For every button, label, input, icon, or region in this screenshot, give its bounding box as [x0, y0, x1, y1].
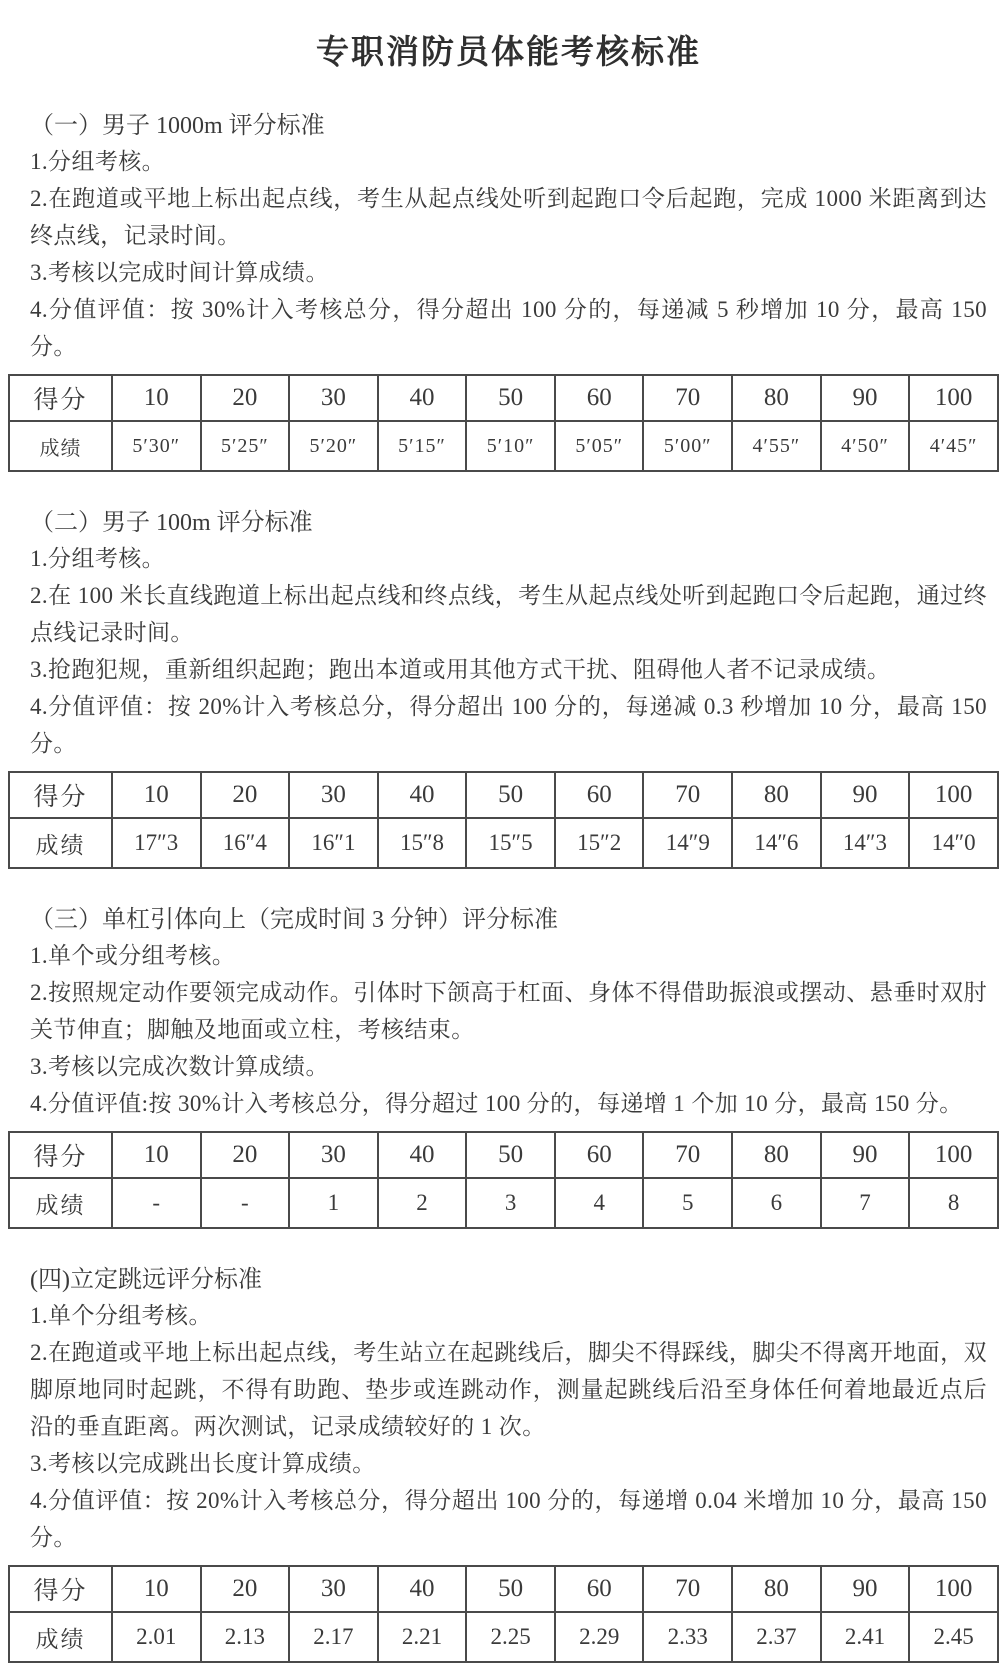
score-cell: 80: [732, 772, 821, 818]
result-cell: 2.21: [378, 1612, 467, 1662]
score-cell: 60: [555, 1566, 644, 1612]
score-table-pullups: [8, 1131, 999, 1229]
result-cell: 2.29: [555, 1612, 644, 1662]
rule-item: 4.分值评值:按 30%计入考核总分，得分超过 100 分的，每递增 1 个加 10 分，最高 150 分。: [30, 1091, 963, 1116]
score-cell: 50: [466, 1566, 555, 1612]
score-table-1000m: [8, 374, 999, 472]
result-cell: 4′50″: [821, 421, 910, 471]
table-row-results: [9, 421, 998, 471]
score-cell: 20: [201, 1566, 290, 1612]
score-cell: 10: [112, 1132, 201, 1178]
table-row-scores: [9, 1566, 998, 1612]
score-cell: 80: [732, 1132, 821, 1178]
rule-item: 1.单个分组考核。: [30, 1303, 212, 1328]
score-cell: 20: [201, 1132, 290, 1178]
result-cell: 5′05″: [555, 421, 644, 471]
rule-item: 2.在跑道或平地上标出起点线，考生站立在起跳线后，脚尖不得踩线，脚尖不得离开地面，双脚原地同时起跳，不得有助跑、垫步或连跳动作，测量起跳线后沿至身体任何着地最近点后沿的垂直距离。两次测试，记录成绩较好的 1 次。: [30, 1340, 987, 1439]
result-cell: 2.17: [289, 1612, 378, 1662]
table-row-scores: [9, 1132, 998, 1178]
score-cell: 10: [112, 375, 201, 421]
result-cell: 2.01: [112, 1612, 201, 1662]
document-title: 专职消防员体能考核标准: [316, 35, 701, 71]
score-cell: 90: [821, 375, 910, 421]
score-cell: 60: [555, 375, 644, 421]
rule-item: 2.在跑道或平地上标出起点线，考生从起点线处听到起跑口令后起跑，完成 1000 米距离到达终点线，记录时间。: [30, 186, 987, 248]
rule-item: 3.考核以完成时间计算成绩。: [30, 260, 329, 285]
rule-item: 1.单个或分组考核。: [30, 943, 236, 968]
rule-item: 1.分组考核。: [30, 546, 166, 571]
result-cell: 4: [555, 1178, 644, 1228]
result-cell: 5′10″: [466, 421, 555, 471]
score-cell: 40: [378, 1566, 467, 1612]
score-cell: 50: [466, 1132, 555, 1178]
result-cell: 15″8: [378, 818, 467, 868]
result-cell: 7: [821, 1178, 910, 1228]
result-cell: 2.45: [909, 1612, 998, 1662]
row-label: 得分: [9, 1566, 112, 1612]
result-cell: 2.37: [732, 1612, 821, 1662]
result-cell: -: [112, 1178, 201, 1228]
section-mens-100m: [30, 472, 987, 869]
score-cell: 60: [555, 1132, 644, 1178]
section-standing-long-jump: [30, 1229, 987, 1663]
table-row-results: [9, 1178, 998, 1228]
result-cell: 16″1: [289, 818, 378, 868]
result-cell: 4′55″: [732, 421, 821, 471]
result-cell: 14″0: [909, 818, 998, 868]
rule-item: 2.按照规定动作要领完成动作。引体时下颌高于杠面、身体不得借助振浪或摆动、悬垂时双肘关节伸直；脚触及地面或立柱，考核结束。: [30, 980, 987, 1042]
score-cell: 70: [643, 1566, 732, 1612]
score-cell: 80: [732, 1566, 821, 1612]
rule-item: 4.分值评值：按 30%计入考核总分，得分超出 100 分的，每递减 5 秒增加 10 分，最高 150 分。: [30, 297, 987, 359]
table-row-scores: [9, 375, 998, 421]
result-cell: 2.33: [643, 1612, 732, 1662]
result-cell: 14″6: [732, 818, 821, 868]
score-cell: 100: [909, 1566, 998, 1612]
section-2-heading: （二）男子 100m 评分标准: [30, 510, 313, 536]
score-table-100m: [8, 771, 999, 869]
result-cell: -: [201, 1178, 290, 1228]
row-label: 得分: [9, 772, 112, 818]
score-cell: 80: [732, 375, 821, 421]
score-cell: 50: [466, 772, 555, 818]
row-label: 得分: [9, 375, 112, 421]
score-cell: 20: [201, 375, 290, 421]
rule-item: 4.分值评值：按 20%计入考核总分，得分超出 100 分的，每递增 0.04 米增加 10 分，最高 150 分。: [30, 1488, 987, 1550]
score-cell: 20: [201, 772, 290, 818]
row-label: 成绩: [9, 1612, 112, 1662]
score-cell: 40: [378, 772, 467, 818]
result-cell: 14″3: [821, 818, 910, 868]
result-cell: 2.41: [821, 1612, 910, 1662]
section-1-heading: （一）男子 1000m 评分标准: [30, 113, 325, 139]
score-cell: 30: [289, 772, 378, 818]
result-cell: 2.25: [466, 1612, 555, 1662]
score-cell: 60: [555, 772, 644, 818]
score-table-long-jump: [8, 1565, 999, 1663]
section-4-heading: (四)立定跳远评分标准: [30, 1267, 262, 1293]
score-cell: 10: [112, 772, 201, 818]
rule-item: 3.考核以完成跳出长度计算成绩。: [30, 1451, 376, 1476]
result-cell: 5: [643, 1178, 732, 1228]
rule-item: 2.在 100 米长直线跑道上标出起点线和终点线，考生从起点线处听到起跑口令后起跑，通过终点线记录时间。: [30, 583, 987, 645]
result-cell: 5′15″: [378, 421, 467, 471]
rule-item: 4.分值评值：按 20%计入考核总分，得分超出 100 分的，每递减 0.3 秒增加 10 分，最高 150 分。: [30, 694, 987, 756]
result-cell: 15″5: [466, 818, 555, 868]
score-cell: 90: [821, 772, 910, 818]
result-cell: 5′00″: [643, 421, 732, 471]
table-row-results: [9, 818, 998, 868]
section-pullups: [30, 869, 987, 1229]
table-row-results: [9, 1612, 998, 1662]
score-cell: 10: [112, 1566, 201, 1612]
table-row-scores: [9, 772, 998, 818]
result-cell: 4′45″: [909, 421, 998, 471]
result-cell: 3: [466, 1178, 555, 1228]
score-cell: 100: [909, 375, 998, 421]
result-cell: 5′30″: [112, 421, 201, 471]
row-label: 成绩: [9, 818, 112, 868]
result-cell: 5′20″: [289, 421, 378, 471]
result-cell: 16″4: [201, 818, 290, 868]
score-cell: 70: [643, 1132, 732, 1178]
result-cell: 1: [289, 1178, 378, 1228]
row-label: 成绩: [9, 1178, 112, 1228]
result-cell: 2.13: [201, 1612, 290, 1662]
result-cell: 8: [909, 1178, 998, 1228]
result-cell: 14″9: [643, 818, 732, 868]
row-label: 得分: [9, 1132, 112, 1178]
rule-item: 3.考核以完成次数计算成绩。: [30, 1054, 329, 1079]
score-cell: 40: [378, 375, 467, 421]
result-cell: 15″2: [555, 818, 644, 868]
score-cell: 100: [909, 1132, 998, 1178]
rule-item: 3.抢跑犯规，重新组织起跑；跑出本道或用其他方式干扰、阻碍他人者不记录成绩。: [30, 657, 891, 682]
score-cell: 30: [289, 375, 378, 421]
result-cell: 5′25″: [201, 421, 290, 471]
section-3-heading: （三）单杠引体向上（完成时间 3 分钟）评分标准: [30, 907, 558, 933]
result-cell: 17″3: [112, 818, 201, 868]
score-cell: 90: [821, 1132, 910, 1178]
score-cell: 30: [289, 1566, 378, 1612]
section-mens-1000m: [30, 99, 987, 472]
result-cell: 2: [378, 1178, 467, 1228]
score-cell: 40: [378, 1132, 467, 1178]
score-cell: 50: [466, 375, 555, 421]
result-cell: 6: [732, 1178, 821, 1228]
score-cell: 100: [909, 772, 998, 818]
score-cell: 70: [643, 375, 732, 421]
row-label: 成绩: [9, 421, 112, 471]
score-cell: 70: [643, 772, 732, 818]
score-cell: 90: [821, 1566, 910, 1612]
score-cell: 30: [289, 1132, 378, 1178]
rule-item: 1.分组考核。: [30, 149, 166, 174]
